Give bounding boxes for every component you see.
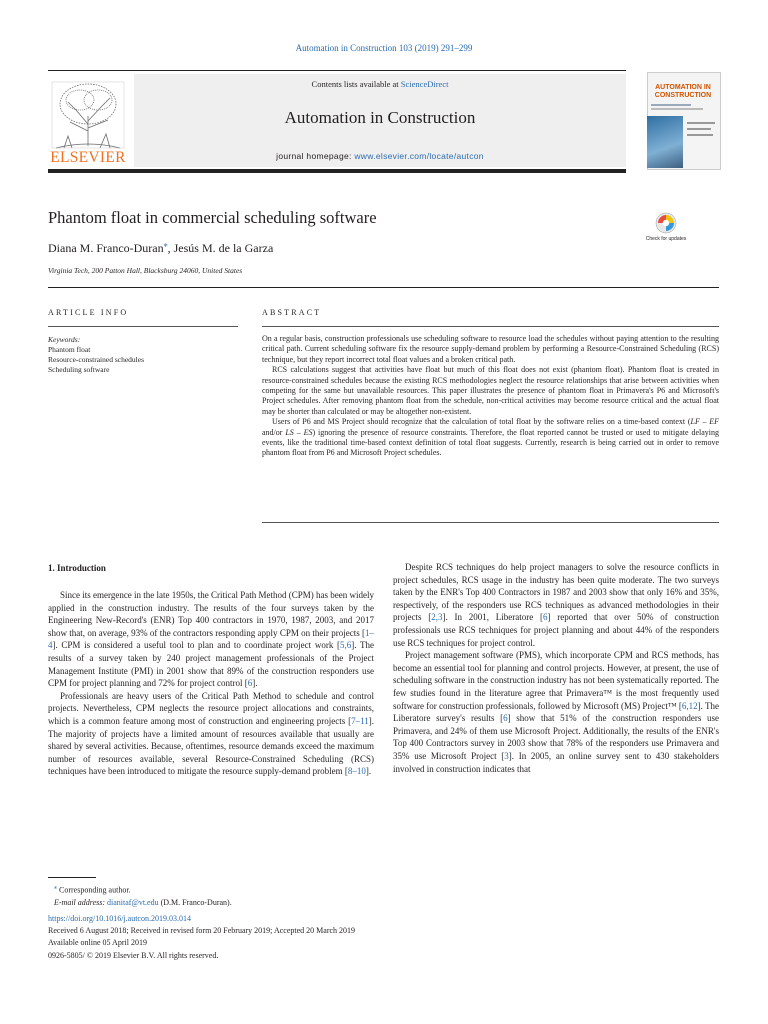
abstract-rule: [262, 326, 719, 327]
contents-line: [134, 79, 626, 89]
citation-link[interactable]: 3: [504, 750, 509, 761]
keyword-item: Scheduling software: [48, 365, 110, 374]
footnotes: [48, 882, 232, 909]
cover-title-line-1: AUTOMATION IN: [655, 84, 711, 91]
citation-link[interactable]: 2,3: [431, 612, 443, 623]
doi-link[interactable]: https://doi.org/10.1016/j.autcon.2019.03.014: [48, 914, 191, 923]
abstract-paragraph: Users of P6 and MS Project should recognize that the calculation of total float by the software relies on a time-based context (LF – EF and/or LS – ES) ignoring the presence of resource constraints. Therefore, the float reported cannot be trusted or used to mitigate delaying events, like the traditional time-based context definition of total float suggests. Currently, research is being carried out in order to remove phantom float from P6 and Microsoft Project schedules.: [262, 417, 720, 458]
abstract-paragraph: On a regular basis, construction professionals use scheduling software to resource load the schedules without paying attention to the resulting critical path. Current scheduling software fix the resource supply-demand problem by performing a Resource-Constrained Scheduling (RCS) technique, but they report incorrect total float values and a broken critical path.: [262, 334, 719, 364]
email-label: E-mail address:: [54, 897, 108, 907]
body-paragraph: Professionals are heavy users of the Critical Path Method to schedule and control projects. Nevertheless, CPM neglects the resource project allocations and constraints, which is a common feature among most of construction and engineering projects [7–11]. The majority of projects have a limited amount of resources available that usually are shared by several activities. Because, oftentimes, resource demands exceed the maximum number of resources available, several Resource-Constrained Scheduling (RCS) techniques have been introduced to mitigate the resource supply-demand problem [8–10].: [48, 690, 374, 777]
citation-link[interactable]: 1–4: [48, 627, 374, 651]
affiliation: Virginia Tech, 200 Patton Hall, Blacksburg 24060, United States: [48, 266, 243, 275]
footnote-rule: [48, 877, 96, 878]
copyright: 0926-5805/ © 2019 Elsevier B.V. All rights reserved.: [48, 950, 219, 960]
article-info-rule: [48, 326, 238, 327]
abstract-heading: ABSTRACT: [262, 308, 322, 317]
received-dates: Received 6 August 2018; Received in revised form 20 February 2019; Accepted 20 March 2019: [48, 926, 356, 936]
citation-link[interactable]: 5,6: [340, 640, 352, 651]
author-name: Diana M. Franco-Duran: [48, 241, 164, 255]
body-paragraph: Since its emergence in the late 1950s, the Critical Path Method (CPM) has been widely applied in the construction industry. The results of the four surveys taken by the Engineering New-Record's (ENR) Top 400 contractors in 1970, 1987, 2003, and 2017 show that, on average, 93% of the contractors responding apply CPM on their projects [1–4]. CPM is considered a useful tool to plan and to coordinate project work [5,6]. The results of a survey taken by 240 project management professionals of the Project Management Institute (PMI) in 2001 show that 89% of the construction responders use CPM for project planning and 72% for project control [6].: [48, 590, 375, 689]
check-for-updates-label[interactable]: Check for updates: [645, 236, 687, 242]
keywords-label: Keywords:: [48, 335, 81, 344]
abstract-paragraph: RCS calculations suggest that activities have float but much of this float does not exist (phantom float). Phantom float is created in resource-constrained schedules because the existing RCS methodologies neglect the resource relationships that arise between activities when competing for the same but unavailable resources. This paper illustrates the presence of phantom float in Primavera's P6 and Microsoft's Project schedules. After removing phantom float from the schedule, non-critical activities may become resource critical and the actual float may be shorter than calculated or may be altogether non-existent.: [262, 365, 719, 416]
keywords-block: [48, 335, 238, 375]
citation-link[interactable]: 6,12: [681, 700, 698, 711]
journal-title: Automation in Construction: [284, 108, 476, 127]
section-divider: [48, 287, 719, 288]
citation-link[interactable]: 6: [503, 713, 508, 724]
keyword-item: Resource-constrained schedules: [48, 355, 145, 364]
keyword-item: Phantom float: [48, 345, 91, 354]
cover-title-line-2: CONSTRUCTION: [654, 92, 712, 99]
journal-homepage-line: [134, 151, 626, 161]
journal-cover-thumbnail: [647, 72, 719, 168]
article-info-heading: ARTICLE INFO: [48, 308, 129, 317]
section-heading-introduction: 1. Introduction: [48, 563, 106, 573]
homepage-prefix: journal homepage:: [276, 151, 355, 161]
body-paragraph: Project management software (PMS), which incorporate CPM and RCS methods, has become an essential tool for planning and control projects. However, at present, the use of scheduling software in the construction industry has not been systematically reported. The few studies found in the literature agree that Primavera™ is the most frequently used software for construction professionals, followed by Microsoft (MS) Project™ [6,12]. The Liberatore survey's results [6] show that 51% of the construction responders use Primavera, and 24% of them use Microsoft Project. Additionally, the results of the ENR's Top 400 Contractors survey in 2003 show that 78% of the responders use Primavera and 35% use Microsoft Project [3]. In 2005, an online survey sent to 430 stakeholders involved in construction indicates that: [393, 650, 719, 774]
body-column-right: [393, 561, 719, 775]
article-title: Phantom float in commercial scheduling software: [48, 208, 377, 227]
corresponding-author-mark[interactable]: ⁎: [163, 240, 168, 249]
check-for-updates-icon[interactable]: [646, 211, 686, 255]
footnote-mark: ⁎: [54, 885, 57, 891]
author-line: [48, 240, 273, 256]
body-column-left: [48, 589, 374, 778]
sciencedirect-link[interactable]: ScienceDirect: [400, 79, 449, 89]
citation-link[interactable]: 7–11: [351, 715, 369, 726]
body-paragraph: Despite RCS techniques do help project managers to solve the resource conflicts in project schedules, RCS usage in the industry has been quite moderate. The two surveys taken by the ENR's Top 400 Contractors in 1987 and 2003 show that only 16% and 35%, respectively, of the responders use RCS techniques as advanced methodologies in their projects [2,3]. In 2001, Liberatore [6] reported that over 50% of construction professionals use RCS techniques for project planning and about 44% of the responders use RCS techniques for project control.: [393, 562, 719, 648]
abstract-bottom-rule: [262, 522, 719, 523]
journal-homepage-link[interactable]: www.elsevier.com/locate/autcon: [354, 151, 484, 161]
available-online: Available online 05 April 2019: [48, 938, 147, 948]
citation-link[interactable]: 6: [247, 678, 253, 689]
abstract-text: [262, 334, 719, 459]
author-separator: ,: [167, 241, 174, 255]
contents-prefix: Contents lists available at: [311, 79, 401, 89]
email-link[interactable]: dianitaf@vt.edu: [107, 897, 159, 907]
publication-info: [48, 913, 355, 962]
elsevier-wordmark: ELSEVIER: [50, 149, 126, 166]
citation-link[interactable]: 6: [543, 612, 548, 623]
citation-link[interactable]: 8–10: [347, 766, 366, 777]
journal-citation-link[interactable]: Automation in Construction 103 (2019) 291–299: [295, 43, 473, 53]
footnote-corresponding: ⁎ Corresponding author.: [54, 885, 131, 895]
cover-image-block: [647, 116, 683, 168]
footnote-email: E-mail address: dianitaf@vt.edu (D.M. Franco-Duran).: [54, 897, 232, 907]
author-name: Jesús M. de la Garza: [173, 241, 274, 255]
